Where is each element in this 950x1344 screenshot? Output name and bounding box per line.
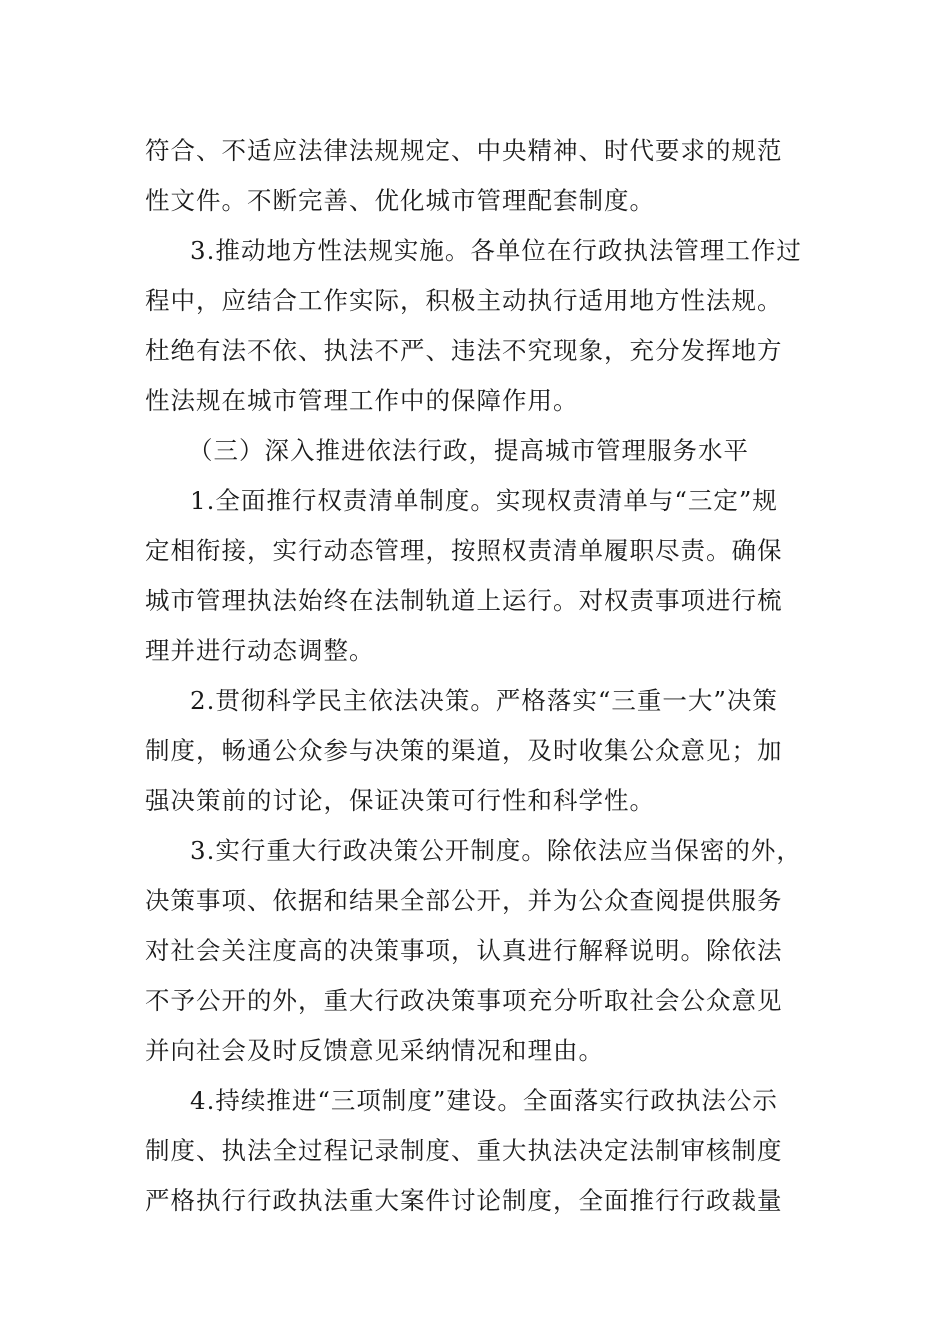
text-line: 制度、执法全过程记录制度、重大执法决定法制审核制度 — [145, 1136, 783, 1165]
text-line: 理并进行动态调整。 — [145, 636, 375, 665]
text-line: 不予公开的外，重大行政决策事项充分听取社会公众意见 — [145, 986, 783, 1015]
text-line: 严格执行行政执法重大案件讨论制度，全面推行行政裁量 — [145, 1186, 783, 1215]
text-line: 4.持续推进“三项制度”建设。全面落实行政执法公示 — [190, 1086, 778, 1115]
text-line: 决策事项、依据和结果全部公开，并为公众查阅提供服务 — [145, 886, 783, 915]
section-heading: （三）深入推进依法行政，提高城市管理服务水平 — [188, 436, 749, 465]
text-line: 对社会关注度高的决策事项，认真进行解释说明。除依法 — [145, 936, 783, 965]
text-line: 性法规在城市管理工作中的保障作用。 — [145, 386, 579, 415]
text-line: 制度，畅通公众参与决策的渠道，及时收集公众意见；加 — [145, 736, 783, 765]
text-line: 并向社会及时反馈意见采纳情况和理由。 — [145, 1036, 604, 1065]
text-line: 3.推动地方性法规实施。各单位在行政执法管理工作过 — [190, 236, 802, 265]
text-line: 3.实行重大行政决策公开制度。除依法应当保密的外， — [190, 836, 802, 865]
text-line: 强决策前的讨论，保证决策可行性和科学性。 — [145, 786, 655, 815]
document-body — [145, 126, 810, 1226]
text-line: 符合、不适应法律法规规定、中央精神、时代要求的规范 — [145, 136, 783, 165]
text-line: 城市管理执法始终在法制轨道上运行。对权责事项进行梳 — [145, 586, 783, 615]
text-line: 2.贯彻科学民主依法决策。严格落实“三重一大”决策 — [190, 686, 778, 715]
text-line: 1.全面推行权责清单制度。实现权责清单与“三定”规 — [190, 486, 778, 515]
text-line: 程中，应结合工作实际，积极主动执行适用地方性法规。 — [145, 286, 783, 315]
text-line: 性文件。不断完善、优化城市管理配套制度。 — [145, 186, 655, 215]
text-line: 定相衔接，实行动态管理，按照权责清单履职尽责。确保 — [145, 536, 783, 565]
text-line: 杜绝有法不依、执法不严、违法不究现象，充分发挥地方 — [145, 336, 783, 365]
